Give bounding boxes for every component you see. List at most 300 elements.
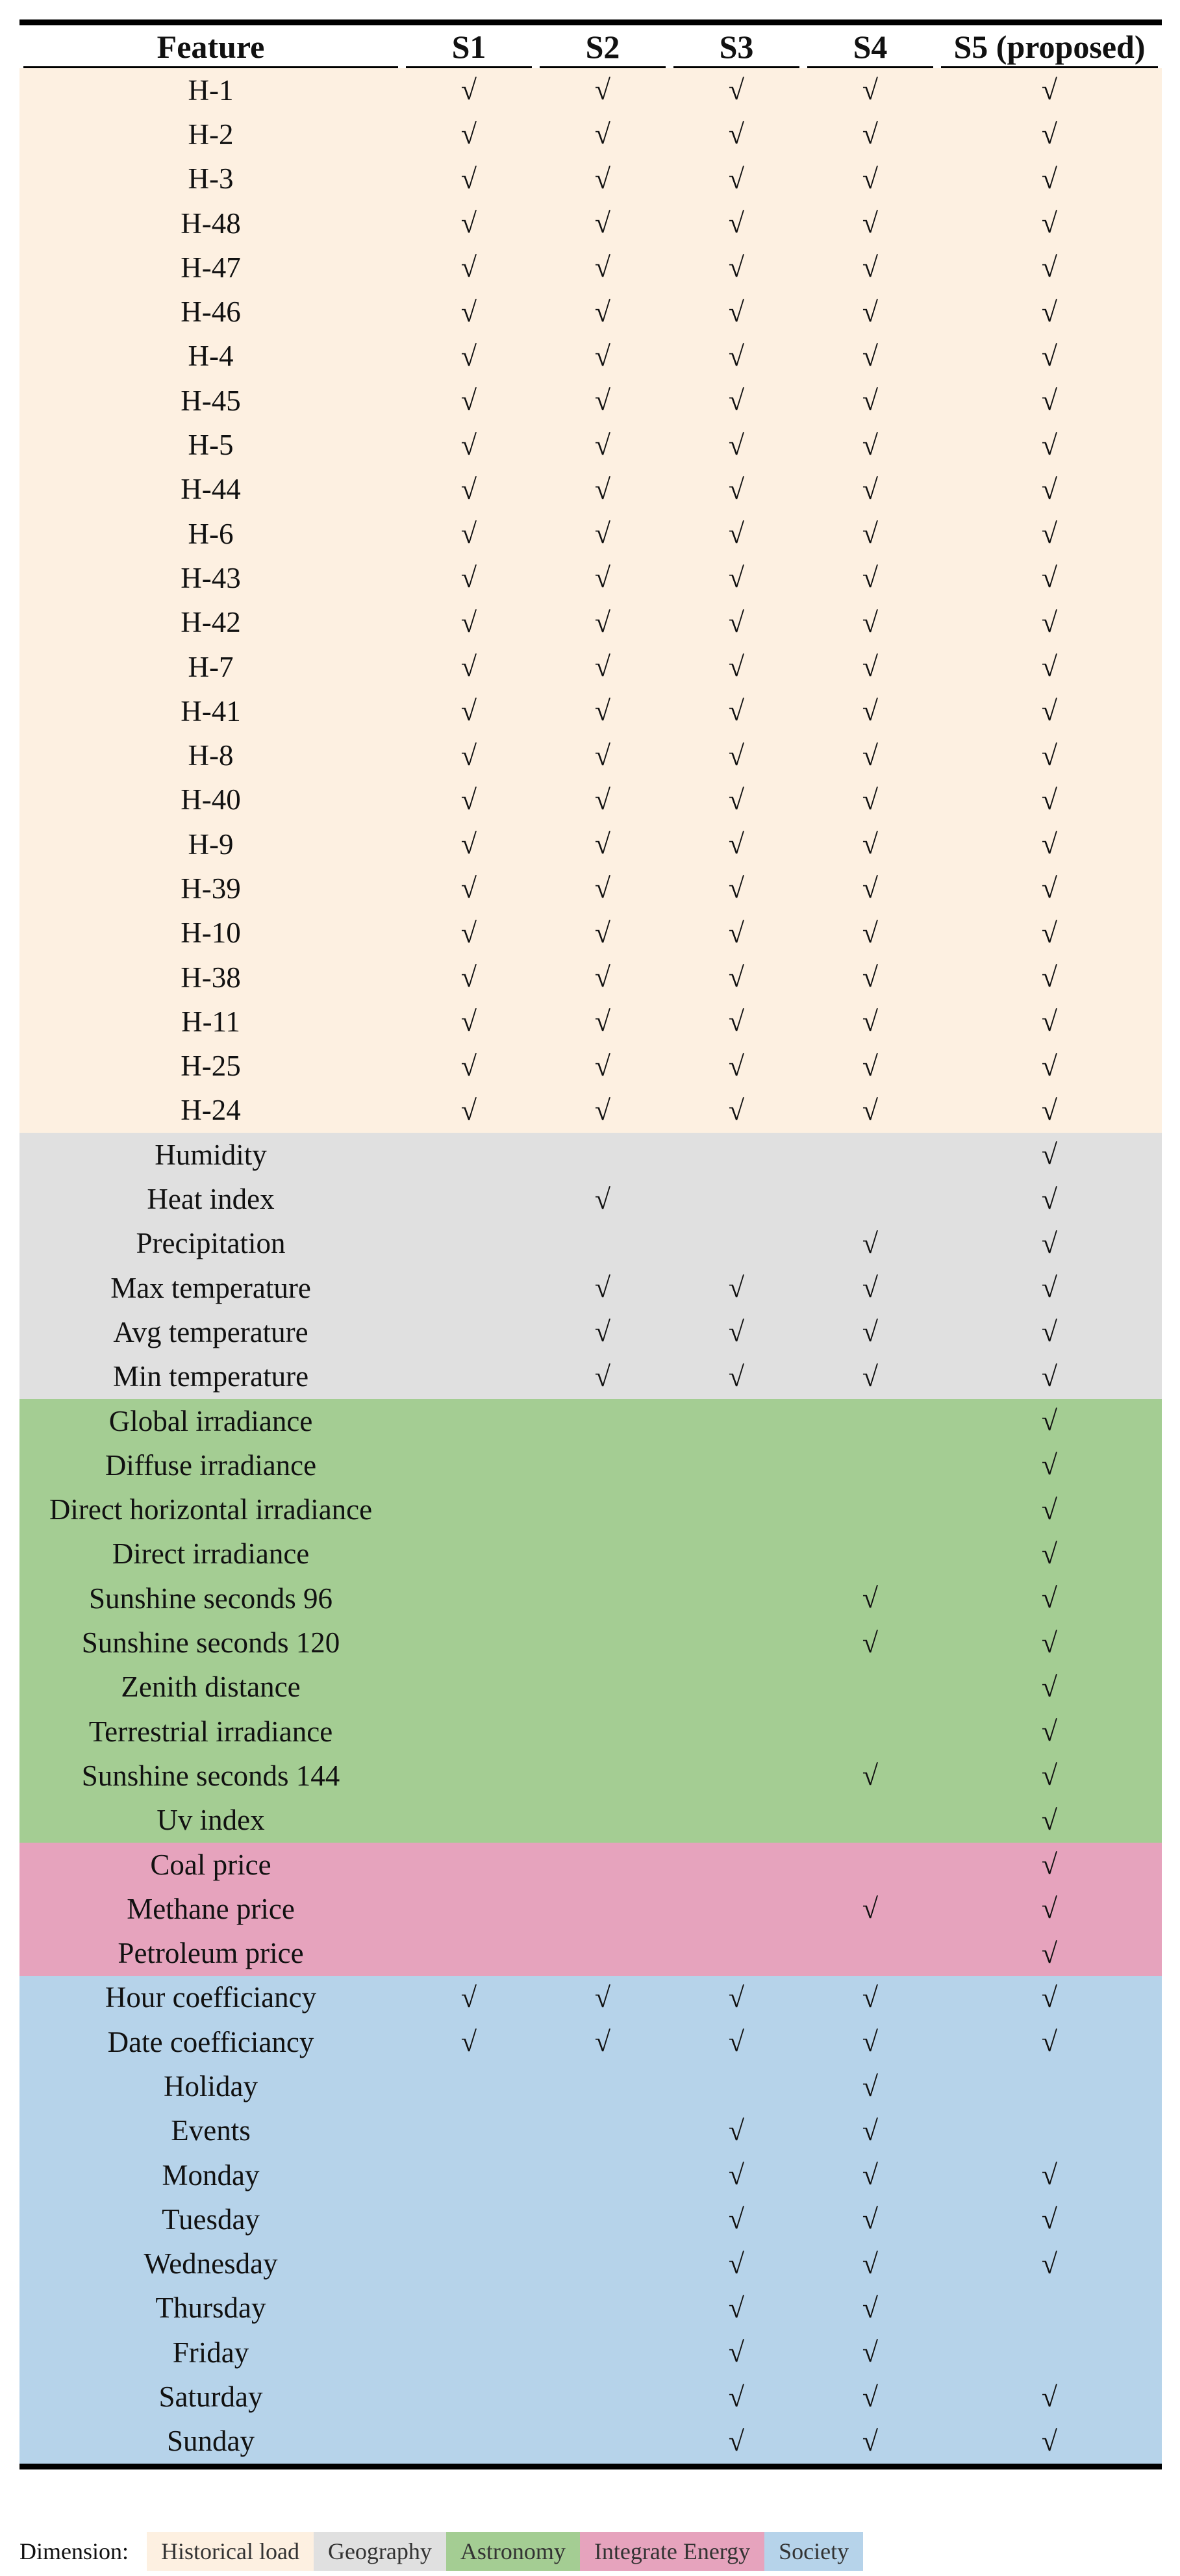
table-row [19,1222,1162,1266]
check-mark-icon: √ [594,916,611,949]
feature-name-cell: Date coefficiancy [107,2025,314,2058]
check-mark-icon: √ [594,562,611,594]
check-mark-icon: √ [594,162,611,195]
s5-cell [937,2419,1162,2467]
s1-cell [402,1000,536,1044]
s4-cell [803,733,937,777]
s4-cell [803,1443,937,1487]
s5-cell [937,1576,1162,1621]
check-mark-icon: √ [460,562,477,594]
table-row [19,1621,1162,1665]
s3-cell [670,955,803,1000]
s2-cell [536,1710,670,1754]
check-mark-icon: √ [1041,1626,1058,1659]
s3-cell [670,157,803,201]
s2-cell [536,2286,670,2330]
s4-cell [803,2197,937,2241]
s4-cell [803,556,937,600]
table-row [19,822,1162,866]
check-mark-icon: √ [862,2026,879,2058]
check-mark-icon: √ [460,695,477,727]
check-mark-icon: √ [460,429,477,461]
check-mark-icon: √ [460,473,477,505]
check-mark-icon: √ [594,739,611,772]
s1-cell [402,556,536,600]
check-mark-icon: √ [728,562,745,594]
s5-cell [937,1931,1162,1975]
table-row [19,157,1162,201]
s1-cell [402,911,536,955]
s1-cell [402,1843,536,1887]
s3-cell [670,645,803,689]
check-mark-icon: √ [1041,74,1058,107]
check-mark-icon: √ [862,961,879,994]
s5-cell [937,1843,1162,1887]
s4-cell [803,1710,937,1754]
feature-name-cell: Humidity [155,1138,267,1171]
s1-cell [402,1399,536,1443]
s5-cell [937,290,1162,334]
s4-cell [803,379,937,423]
s5-cell [937,733,1162,777]
s1-cell [402,1710,536,1754]
s4-cell [803,2375,937,2419]
s4-cell [803,1133,937,1177]
s4-cell [803,157,937,201]
s1-cell [402,335,536,379]
check-mark-icon: √ [862,340,879,372]
check-mark-icon: √ [862,783,879,816]
header-s1 [402,23,536,69]
check-mark-icon: √ [1041,1094,1058,1126]
check-mark-icon: √ [594,1005,611,1038]
check-mark-icon: √ [862,118,879,151]
table-row [19,645,1162,689]
table-row [19,1532,1162,1576]
check-mark-icon: √ [1041,872,1058,905]
check-mark-icon: √ [1041,695,1058,727]
check-mark-icon: √ [1041,1050,1058,1082]
s4-cell [803,1000,937,1044]
check-mark-icon: √ [728,2026,745,2058]
s4-cell [803,1931,937,1975]
s2-cell [536,689,670,733]
s2-cell [536,1000,670,1044]
s1-cell [402,1799,536,1843]
s3-cell [670,290,803,334]
s3-cell [670,1355,803,1399]
check-mark-icon: √ [460,296,477,328]
s5-cell [937,601,1162,645]
s4-cell [803,1843,937,1887]
s1-cell [402,2242,536,2286]
feature-name-cell: Thursday [155,2292,266,2325]
feature-name-cell: Direct horizontal irradiance [49,1493,373,1526]
s3-cell [670,1399,803,1443]
s4-cell [803,1532,937,1576]
header-s4 [803,23,937,69]
s1-cell [402,1044,536,1089]
check-mark-icon: √ [728,1094,745,1126]
s1-cell [402,468,536,512]
check-mark-icon: √ [1041,739,1058,772]
check-mark-icon: √ [460,74,477,107]
table-row [19,379,1162,423]
s5-cell [937,335,1162,379]
table-row [19,512,1162,556]
s4-cell [803,290,937,334]
s2-cell [536,822,670,866]
s4-cell [803,1754,937,1798]
feature-name-cell: H-10 [181,916,241,950]
check-mark-icon: √ [460,739,477,772]
table-row [19,1576,1162,1621]
legend-swatch-integrate-energy: Integrate Energy [580,2532,764,2571]
check-mark-icon: √ [862,2070,879,2102]
s5-cell [937,1754,1162,1798]
s1-cell [402,866,536,911]
s1-cell [402,112,536,157]
header-feature [19,23,402,69]
s5-cell [937,1887,1162,1931]
check-mark-icon: √ [728,739,745,772]
check-mark-icon: √ [594,74,611,107]
s3-cell [670,1266,803,1310]
s5-cell [937,2197,1162,2241]
check-mark-icon: √ [594,606,611,638]
check-mark-icon: √ [728,2425,745,2457]
s3-cell [670,1443,803,1487]
check-mark-icon: √ [862,2336,879,2369]
s2-cell [536,1799,670,1843]
table-row [19,1931,1162,1975]
s5-cell [937,1621,1162,1665]
s4-cell [803,1044,937,1089]
check-mark-icon: √ [460,872,477,905]
s3-cell [670,335,803,379]
check-mark-icon: √ [460,340,477,372]
check-mark-icon: √ [1041,2380,1058,2413]
header-s4-label: S4 [853,29,888,65]
feature-name-cell: H-2 [188,118,234,151]
feature-name-cell: H-1 [188,73,234,107]
check-mark-icon: √ [594,385,611,417]
feature-name-cell: H-43 [181,561,241,594]
s1-cell [402,1976,536,2020]
check-mark-icon: √ [728,828,745,861]
check-mark-icon: √ [594,207,611,240]
s3-cell [670,866,803,911]
check-mark-icon: √ [1041,1227,1058,1259]
s4-cell [803,1355,937,1399]
check-mark-icon: √ [460,916,477,949]
s1-cell [402,2286,536,2330]
s3-cell [670,379,803,423]
s4-cell [803,1177,937,1221]
check-mark-icon: √ [594,251,611,284]
feature-comparison-table [19,19,1162,2469]
s4-cell [803,1576,937,1621]
header-s5 [937,23,1162,69]
table-row [19,2375,1162,2419]
s2-cell [536,335,670,379]
check-mark-icon: √ [460,118,477,151]
check-mark-icon: √ [728,473,745,505]
table-row [19,2109,1162,2153]
check-mark-icon: √ [862,562,879,594]
check-mark-icon: √ [862,916,879,949]
check-mark-icon: √ [1041,1981,1058,2014]
s5-cell [937,1310,1162,1354]
s3-cell [670,1621,803,1665]
table-row [19,468,1162,512]
s4-cell [803,1310,937,1354]
s1-cell [402,68,536,112]
s4-cell [803,689,937,733]
s5-cell [937,1665,1162,1710]
s2-cell [536,645,670,689]
s3-cell [670,1754,803,1798]
s2-cell [536,866,670,911]
check-mark-icon: √ [594,961,611,994]
s4-cell [803,335,937,379]
s4-cell [803,2286,937,2330]
feature-name-cell: H-9 [188,827,234,861]
legend-swatch-astronomy: Astronomy [446,2532,580,2571]
s4-cell [803,1089,937,1133]
check-mark-icon: √ [862,296,879,328]
feature-name-cell: H-40 [181,783,241,816]
s3-cell [670,733,803,777]
table-row [19,1843,1162,1887]
feature-name-cell: Precipitation [136,1227,286,1260]
feature-name-cell: Tuesday [162,2203,260,2236]
check-mark-icon: √ [1041,2026,1058,2058]
table-row [19,1887,1162,1931]
check-mark-icon: √ [594,1183,611,1215]
s4-cell [803,645,937,689]
s4-cell [803,1399,937,1443]
check-mark-icon: √ [594,340,611,372]
s2-cell [536,601,670,645]
s4-cell [803,822,937,866]
s5-cell [937,1710,1162,1754]
table-row [19,1443,1162,1487]
check-mark-icon: √ [1041,1405,1058,1437]
s5-cell [937,2020,1162,2064]
check-mark-icon: √ [1041,651,1058,683]
s3-cell [670,68,803,112]
s2-cell [536,733,670,777]
s5-cell [937,2286,1162,2330]
s5-cell [937,379,1162,423]
s2-cell [536,2064,670,2108]
s2-cell [536,1355,670,1399]
table-row [19,1177,1162,1221]
check-mark-icon: √ [1041,916,1058,949]
s2-cell [536,1133,670,1177]
check-mark-icon: √ [728,2247,745,2280]
feature-name-cell: Coal price [150,1848,271,1881]
check-mark-icon: √ [728,74,745,107]
table-row [19,778,1162,822]
s5-cell [937,2242,1162,2286]
s5-cell [937,556,1162,600]
check-mark-icon: √ [594,783,611,816]
feature-name-cell: Diffuse irradiance [105,1448,317,1482]
check-mark-icon: √ [728,2336,745,2369]
check-mark-icon: √ [862,251,879,284]
check-mark-icon: √ [594,828,611,861]
check-mark-icon: √ [1041,2425,1058,2457]
feature-name-cell: Heat index [147,1183,275,1216]
check-mark-icon: √ [862,1316,879,1348]
check-mark-icon: √ [862,162,879,195]
table-row [19,201,1162,246]
check-mark-icon: √ [1041,606,1058,638]
s4-cell [803,1266,937,1310]
feature-table-container [19,19,1162,2469]
s2-cell [536,2020,670,2064]
s3-cell [670,201,803,246]
feature-name-cell: Petroleum price [118,1937,304,1970]
check-mark-icon: √ [862,207,879,240]
s4-cell [803,2153,937,2197]
check-mark-icon: √ [862,1005,879,1038]
feature-name-cell: Holiday [164,2070,258,2102]
s3-cell [670,1843,803,1887]
s5-cell [937,201,1162,246]
table-row [19,601,1162,645]
feature-name-cell: Direct irradiance [112,1537,310,1571]
check-mark-icon: √ [728,251,745,284]
feature-name-cell: Wednesday [144,2247,278,2280]
check-mark-icon: √ [460,251,477,284]
feature-name-cell: Zenith distance [121,1671,301,1704]
s1-cell [402,290,536,334]
check-mark-icon: √ [1041,429,1058,461]
s3-cell [670,1089,803,1133]
feature-name-cell: Avg temperature [113,1315,308,1348]
s4-cell [803,911,937,955]
s5-cell [937,157,1162,201]
s3-cell [670,1310,803,1354]
s1-cell [402,1266,536,1310]
s3-cell [670,1177,803,1221]
check-mark-icon: √ [1041,1715,1058,1748]
check-mark-icon: √ [728,783,745,816]
s2-cell [536,1310,670,1354]
s5-cell [937,2330,1162,2375]
s4-cell [803,468,937,512]
s3-cell [670,1976,803,2020]
check-mark-icon: √ [1041,296,1058,328]
s2-cell [536,2109,670,2153]
s5-cell [937,778,1162,822]
s4-cell [803,1799,937,1843]
s4-cell [803,1621,937,1665]
header-s3-label: S3 [719,29,754,65]
s4-cell [803,68,937,112]
table-row [19,1133,1162,1177]
check-mark-icon: √ [728,1050,745,1082]
header-s3 [670,23,803,69]
check-mark-icon: √ [1041,1671,1058,1703]
check-mark-icon: √ [1041,828,1058,861]
check-mark-icon: √ [728,695,745,727]
feature-name-cell: Uv index [157,1804,265,1837]
s3-cell [670,468,803,512]
s3-cell [670,911,803,955]
s2-cell [536,468,670,512]
check-mark-icon: √ [1041,2247,1058,2280]
check-mark-icon: √ [728,1360,745,1393]
s2-cell [536,1576,670,1621]
s1-cell [402,689,536,733]
s1-cell [402,645,536,689]
s1-cell [402,1222,536,1266]
s1-cell [402,733,536,777]
s3-cell [670,778,803,822]
s3-cell [670,2375,803,2419]
check-mark-icon: √ [1041,118,1058,151]
table-row [19,68,1162,112]
table-row [19,1355,1162,1399]
s5-cell [937,1222,1162,1266]
s2-cell [536,1621,670,1665]
s3-cell [670,423,803,467]
check-mark-icon: √ [728,606,745,638]
check-mark-icon: √ [594,296,611,328]
check-mark-icon: √ [862,2203,879,2236]
table-row [19,733,1162,777]
feature-name-cell: H-41 [181,694,241,727]
check-mark-icon: √ [862,2380,879,2413]
s5-cell [937,112,1162,157]
feature-name-cell: Sunshine seconds 144 [81,1759,340,1792]
check-mark-icon: √ [728,2203,745,2236]
table-row [19,1799,1162,1843]
s2-cell [536,1488,670,1532]
check-mark-icon: √ [460,828,477,861]
s3-cell [670,689,803,733]
check-mark-icon: √ [862,2247,879,2280]
feature-name-cell: Sunshine seconds 96 [89,1582,333,1615]
s2-cell [536,2375,670,2419]
check-mark-icon: √ [728,118,745,151]
s5-cell [937,645,1162,689]
s2-cell [536,1177,670,1221]
feature-name-cell: H-44 [181,473,241,506]
feature-name-cell: H-4 [188,340,234,373]
s3-cell [670,1799,803,1843]
s5-cell [937,468,1162,512]
s3-cell [670,2242,803,2286]
s4-cell [803,2242,937,2286]
s2-cell [536,2242,670,2286]
check-mark-icon: √ [728,872,745,905]
s2-cell [536,2419,670,2467]
check-mark-icon: √ [728,518,745,550]
check-mark-icon: √ [1041,207,1058,240]
s5-cell [937,1399,1162,1443]
check-mark-icon: √ [862,1272,879,1304]
check-mark-icon: √ [862,606,879,638]
check-mark-icon: √ [862,651,879,683]
check-mark-icon: √ [460,162,477,195]
check-mark-icon: √ [1041,2203,1058,2236]
s2-cell [536,290,670,334]
